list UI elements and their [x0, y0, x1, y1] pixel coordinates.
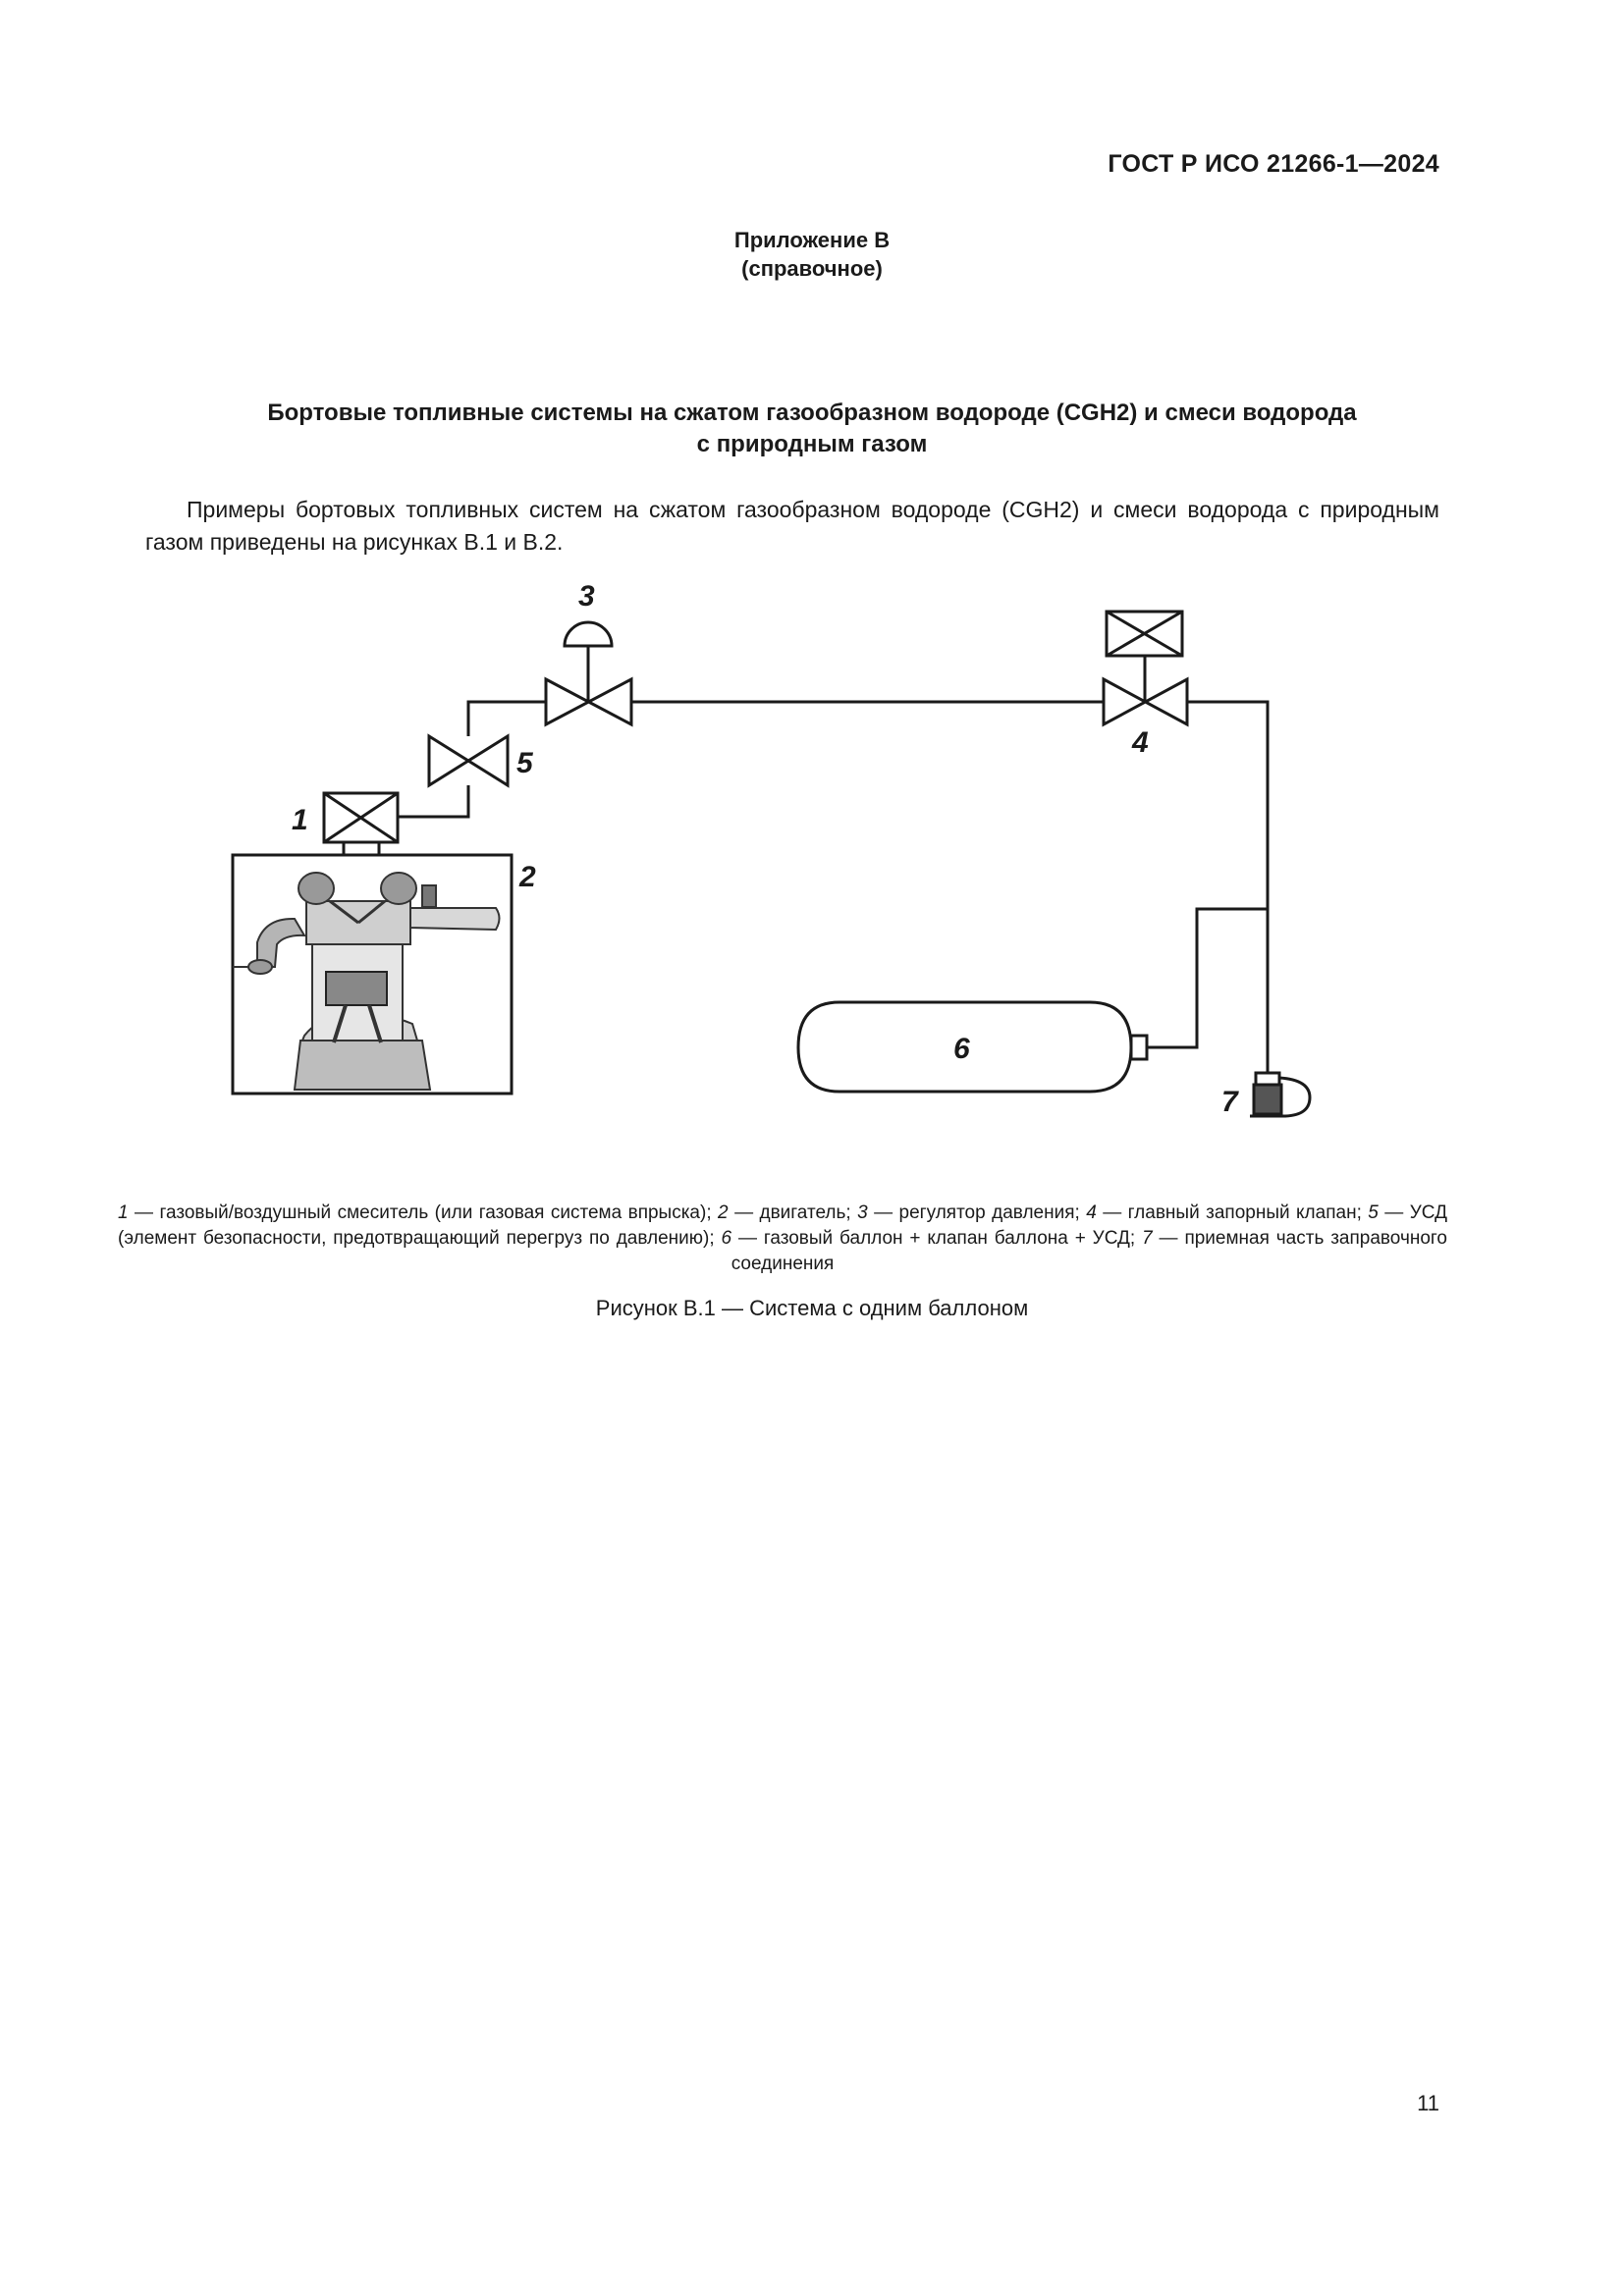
legend-num-4: 4 — [1086, 1202, 1097, 1223]
legend-num-7: 7 — [1142, 1228, 1153, 1249]
annex-title: Приложение В — [733, 228, 891, 252]
legend-text-6: — газовый баллон + клапан баллона + УСД; — [731, 1228, 1143, 1249]
mixer-box — [324, 793, 398, 842]
pipe-relief-to-regulator — [468, 702, 546, 736]
legend-num-5: 5 — [1368, 1202, 1379, 1223]
legend-text-2: — двигатель; — [728, 1202, 858, 1223]
legend-num-3: 3 — [857, 1202, 868, 1223]
legend-text-7: — приемная часть заправочного соединения — [731, 1228, 1447, 1274]
annex-status: (справочное) — [741, 256, 883, 281]
legend-num-1: 1 — [118, 1202, 129, 1223]
legend-num-6: 6 — [721, 1228, 732, 1249]
relief-valve — [429, 736, 508, 785]
legend-text-3: — регулятор давления; — [867, 1202, 1087, 1223]
legend-text-5: — УСД (элемент безопасности, предотвращающий перегруз по давлению); — [118, 1202, 1447, 1249]
label-2: 2 — [519, 861, 536, 893]
pipe-cylinder-branch — [1147, 909, 1268, 1047]
legend-num-2: 2 — [718, 1202, 729, 1223]
main-shutoff-valve — [1104, 612, 1187, 724]
label-3: 3 — [578, 580, 595, 613]
pressure-regulator — [546, 622, 631, 724]
gas-cylinder — [798, 1002, 1147, 1092]
engine-illustration — [233, 873, 500, 1090]
label-4: 4 — [1132, 726, 1149, 759]
intro-paragraph: Примеры бортовых топливных систем на сжатом газообразном водороде (CGH2) и смеси водорода с природным газом приведены на рисунках В.1 и В.2. — [145, 497, 1439, 555]
section-title-line-1: Бортовые топливные системы на сжатом газообразном водороде (CGH2) и смеси водорода — [267, 400, 1357, 426]
receptacle — [1250, 1062, 1310, 1116]
label-6: 6 — [953, 1033, 970, 1065]
label-7: 7 — [1221, 1086, 1238, 1118]
standard-code: ГОСТ Р ИСО 21266-1—2024 — [1108, 150, 1439, 178]
label-5: 5 — [516, 747, 533, 779]
figure-legend — [118, 1201, 1447, 1277]
pipe-mixer-to-relief — [398, 785, 468, 817]
label-1: 1 — [292, 804, 308, 836]
pipe-shutoff-to-right — [1187, 702, 1268, 1062]
figure-caption: Рисунок В.1 — Система с одним баллоном — [595, 1296, 1029, 1320]
legend-text-1: — газовый/воздушный смеситель (или газовая система впрыска); — [128, 1202, 719, 1223]
page-number: 11 — [1417, 2091, 1439, 2115]
section-title-line-2: с природным газом — [696, 431, 928, 457]
legend-text-4: — главный запорный клапан; — [1096, 1202, 1369, 1223]
